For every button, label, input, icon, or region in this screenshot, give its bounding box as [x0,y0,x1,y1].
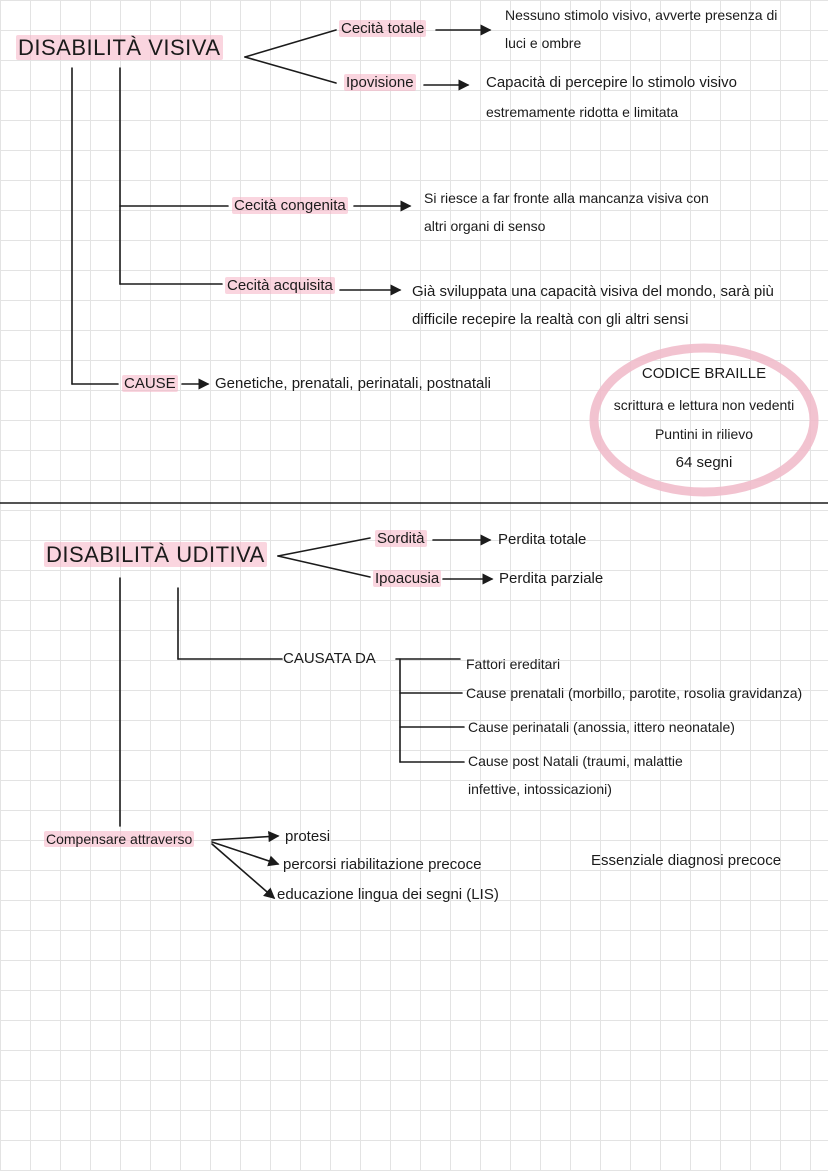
cause-desc: Genetiche, prenatali, perinatali, postnatali [215,375,492,392]
compensare-label [44,830,194,848]
diagnosi-note: Essenziale diagnosi precoce [591,852,782,869]
visiva-title [16,34,223,62]
visiva-title-text: DISABILITÀ VISIVA [18,35,221,60]
congenita-desc-2: altri organi di senso [424,218,546,234]
cause-label [122,375,178,393]
cecita-acquisita-label-text: Cecità acquisita [227,277,333,294]
cause-label-text: CAUSE [124,375,176,392]
sordita-label [375,530,427,548]
cecita-acquisita-label [225,277,335,295]
uditiva-title [44,541,267,569]
causata-item-1: Fattori ereditari [466,656,561,672]
ipovisione-desc-2: estremamente ridotta e limitata [486,104,679,120]
uditiva-title-text: DISABILITÀ UDITIVA [46,542,265,567]
causata-item-2: Cause prenatali (morbillo, parotite, rosolia gravidanza) [466,685,803,701]
ipovisione-label-text: Ipovisione [346,74,414,91]
cecita-totale-desc-1: Nessuno stimolo visivo, avverte presenza di [505,7,778,23]
congenita-desc-1: Si riesce a far fronte alla mancanza visiva con [424,190,709,206]
cecita-totale-desc-2: luci e ombre [505,35,582,51]
causata-item-3: Cause perinatali (anossia, ittero neonatale) [468,719,735,735]
ipoacusia-label [373,570,441,588]
sordita-label-text: Sordità [377,530,425,547]
cecita-congenita-label-text: Cecità congenita [234,197,346,214]
causata-da-label: CAUSATA DA [283,650,376,667]
ipovisione-desc-1: Capacità di percepire lo stimolo visivo [486,74,737,91]
ipoacusia-label-text: Ipoacusia [375,570,440,587]
acquisita-desc-1: Già sviluppata una capacità visiva del mondo, sarà più [412,283,774,300]
acquisita-desc-2: difficile recepire la realtà con gli altri sensi [412,311,689,328]
cecita-congenita-label [232,197,348,215]
cecita-totale-label [339,20,426,38]
braille-title: CODICE BRAILLE [641,365,767,382]
braille-line-4: 64 segni [675,454,733,471]
braille-line-2: scrittura e lettura non vedenti [613,397,795,413]
cecita-totale-label-text: Cecità totale [341,20,425,37]
ipovisione-label [344,74,416,92]
causata-item-4: Cause post Natali (traumi, malattie [468,753,683,769]
compensare-item-2: percorsi riabilitazione precoce [283,856,482,873]
braille-line-3: Puntini in rilievo [654,426,754,442]
sordita-desc: Perdita totale [498,531,587,548]
ipoacusia-desc: Perdita parziale [499,570,604,587]
compensare-label-text: Compensare attraverso [46,831,193,847]
compensare-item-1: protesi [285,828,331,845]
compensare-item-3: educazione lingua dei segni (LIS) [277,886,499,903]
causata-item-4-cont: infettive, intossicazioni) [468,781,612,797]
